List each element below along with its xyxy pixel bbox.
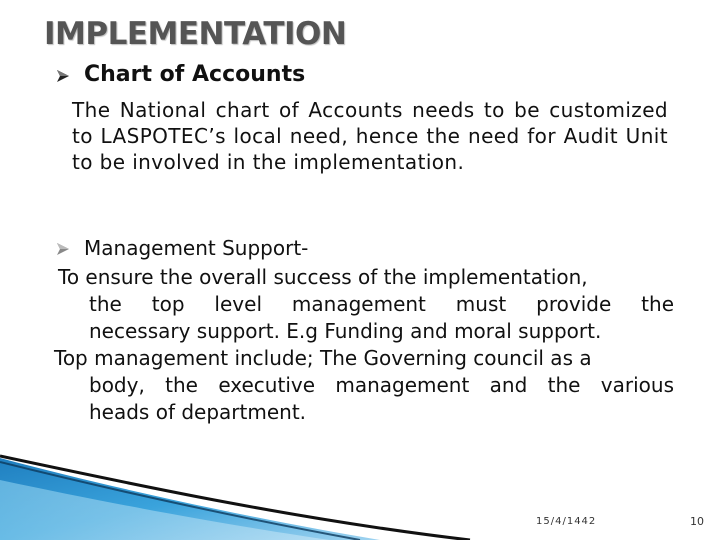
text-line: the top level management must provide the bbox=[89, 292, 674, 316]
text-line: Top management include; The Governing council as a bbox=[54, 346, 592, 370]
text-line: body, the executive management and the various bbox=[89, 373, 674, 397]
slide-number: 10 bbox=[690, 515, 704, 528]
slide-title: IMPLEMENTATION bbox=[44, 16, 347, 52]
management-support-paragraph bbox=[54, 264, 674, 345]
text-line: heads of department. bbox=[89, 400, 307, 424]
bullet-heading: Management Support- bbox=[84, 236, 309, 260]
bullet-management-support bbox=[56, 236, 308, 260]
text-line: To ensure the overall success of the implementation, bbox=[58, 265, 588, 289]
text-line: necessary support. E.g Funding and moral support. bbox=[89, 319, 602, 343]
arrow-bullet-icon bbox=[56, 68, 70, 82]
arrow-bullet-icon bbox=[56, 241, 70, 255]
footer-date: 15/4/1442 bbox=[536, 516, 597, 527]
top-management-paragraph bbox=[54, 345, 674, 426]
chart-of-accounts-paragraph: The National chart of Accounts needs to be customized to LASPOTEC’s local need, hence the need for Audit Unit to be involved in the implementation. bbox=[72, 98, 668, 174]
bullet-heading: Chart of Accounts bbox=[84, 62, 306, 87]
bullet-chart-of-accounts bbox=[56, 62, 305, 87]
decorative-wave-graphic bbox=[0, 440, 720, 540]
